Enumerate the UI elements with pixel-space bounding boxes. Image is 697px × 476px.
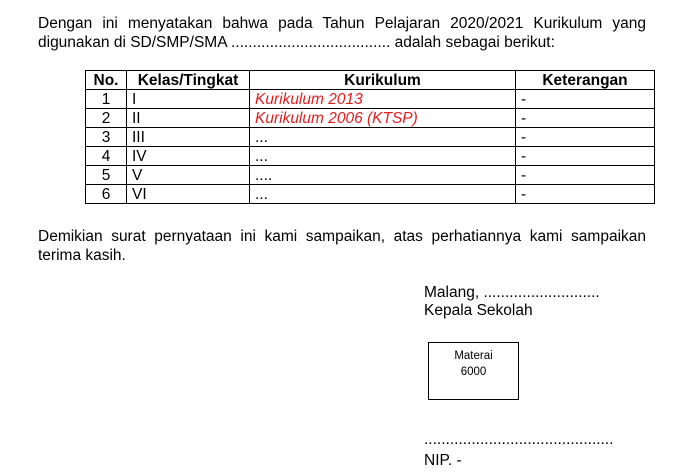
cell-keterangan: - (516, 109, 655, 128)
intro-paragraph: Dengan ini menyatakan bahwa pada Tahun Pelajaran 2020/2021 Kurikulum yang digunakan di SD/SMP/SMA ..................................... adalah sebagai berikut: (38, 15, 646, 51)
cell-keterangan: - (516, 185, 655, 204)
cell-kelas: III (127, 128, 250, 147)
cell-kurikulum: .... (250, 166, 516, 185)
cell-keterangan: - (516, 147, 655, 166)
cell-kelas: IV (127, 147, 250, 166)
cell-no: 4 (86, 147, 127, 166)
table-row (86, 128, 655, 147)
signature-role: Kepala Sekolah (424, 302, 533, 319)
cell-keterangan: - (516, 90, 655, 109)
cell-kurikulum: Kurikulum 2006 (KTSP) (250, 109, 516, 128)
signature-name-line: ............................................ (424, 431, 614, 448)
header-kurikulum: Kurikulum (250, 71, 516, 90)
table-row (86, 166, 655, 185)
signature-nip: NIP. - (424, 452, 462, 469)
cell-keterangan: - (516, 166, 655, 185)
header-keterangan: Keterangan (516, 71, 655, 90)
cell-no: 6 (86, 185, 127, 204)
cell-kurikulum: ... (250, 128, 516, 147)
stamp-label: Materai (454, 350, 493, 362)
stamp-box (428, 342, 519, 400)
cell-keterangan: - (516, 128, 655, 147)
cell-kelas: I (127, 90, 250, 109)
table-header-row (86, 71, 655, 90)
cell-kurikulum: Kurikulum 2013 (250, 90, 516, 109)
cell-no: 1 (86, 90, 127, 109)
header-no: No. (86, 71, 127, 90)
curriculum-table (85, 70, 655, 204)
table-row (86, 109, 655, 128)
cell-no: 5 (86, 166, 127, 185)
closing-paragraph: Demikian surat pernyataan ini kami sampaikan, atas perhatiannya kami sampaikan terima kasih. (38, 228, 646, 264)
header-kelas: Kelas/Tingkat (127, 71, 250, 90)
cell-kelas: VI (127, 185, 250, 204)
cell-kurikulum: ... (250, 147, 516, 166)
cell-no: 3 (86, 128, 127, 147)
stamp-value: 6000 (460, 366, 487, 378)
table-row (86, 185, 655, 204)
cell-kelas: V (127, 166, 250, 185)
table-row (86, 90, 655, 109)
signature-place-date: Malang, ........................... (424, 284, 600, 301)
cell-kelas: II (127, 109, 250, 128)
cell-no: 2 (86, 109, 127, 128)
cell-kurikulum: ... (250, 185, 516, 204)
table-row (86, 147, 655, 166)
